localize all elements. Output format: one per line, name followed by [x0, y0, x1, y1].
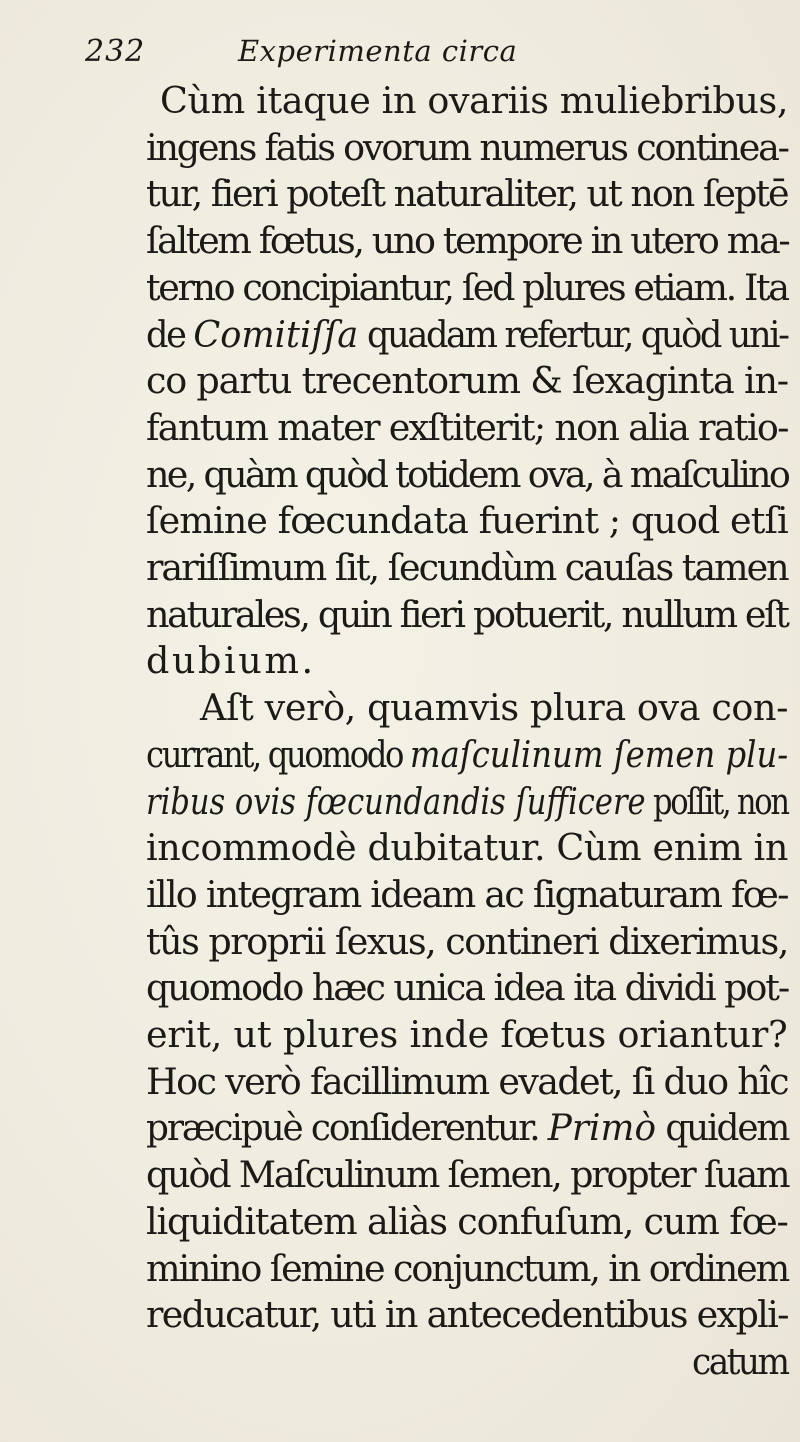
text-segment: tûs proprii ſexus, contineri dixerimus,	[146, 919, 788, 963]
text-segment: quadam refertur, quòd uni-	[358, 312, 788, 356]
text-line	[200, 685, 788, 731]
text-segment: quidem	[656, 1106, 789, 1150]
text-segment: catum	[692, 1339, 788, 1383]
text-line	[692, 1339, 788, 1385]
text-segment: incommodè dubitatur. Cùm enim in	[146, 826, 788, 870]
text-segment: dubium.	[146, 639, 316, 683]
text-segment: quòd Maſculinum ſemen, propter ſuam	[146, 1153, 789, 1197]
text-line	[146, 779, 788, 825]
page-header	[0, 34, 800, 74]
running-head: Experimenta circa	[238, 34, 518, 68]
text-line	[146, 1012, 788, 1058]
text-line	[146, 452, 788, 498]
text-line	[146, 919, 788, 965]
text-line	[146, 265, 788, 311]
text-line	[146, 125, 788, 171]
text-segment: ne, quàm quòd totidem ova, à maſculino	[146, 452, 789, 496]
text-line	[146, 872, 788, 918]
text-segment: Hoc verò facillimum evadet, ſi duo hîc	[146, 1059, 788, 1103]
text-segment: co partu trecentorum & ſexaginta in-	[146, 359, 788, 403]
text-segment: poſſit, non	[645, 779, 788, 823]
text-line	[146, 732, 788, 778]
text-line	[146, 312, 788, 358]
text-segment: erit, ut plures inde fœtus oriantur?	[146, 1013, 788, 1056]
text-segment: minino ſemine conjunctum, in ordinem	[146, 1246, 789, 1290]
text-segment: præcipuè conſiderentur.	[146, 1106, 548, 1150]
text-segment: ingens fatis ovorum numerus continea-	[146, 125, 788, 169]
text-line	[146, 825, 788, 871]
text-line	[146, 592, 788, 638]
text-segment: illo integram ideam ac ſignaturam fœ-	[146, 872, 788, 916]
text-segment: fantum mater exſtiterit; non alia ratio-	[146, 405, 788, 449]
text-segment: currant, quomodo	[146, 732, 410, 776]
text-line	[146, 965, 788, 1011]
text-line	[146, 1059, 788, 1105]
text-line	[146, 638, 316, 684]
text-line	[146, 218, 788, 264]
text-segment: quomodo hæc unica idea ita dividi pot-	[146, 966, 789, 1010]
italic-text: Primò	[547, 1106, 657, 1150]
text-segment: tur, fieri poteſt naturaliter, ut non ſeptē	[146, 172, 788, 216]
text-segment: de	[146, 312, 194, 356]
text-line	[146, 358, 788, 404]
text-line	[146, 1292, 788, 1338]
text-line	[146, 405, 788, 451]
text-line	[146, 1105, 788, 1151]
text-segment: liquiditatem aliàs confuſum, cum fœ-	[146, 1199, 788, 1243]
text-line	[146, 498, 788, 544]
text-segment: terno concipiantur, ſed plures etiam. Ita	[146, 265, 788, 309]
text-segment: rariſſimum ſit, ſecundùm cauſas tamen	[146, 546, 788, 589]
text-segment: naturales, quin fieri potuerit, nullum eſt	[146, 592, 788, 636]
text-line	[146, 171, 788, 217]
text-line	[160, 78, 788, 124]
italic-text: ribus ovis fœcundandis ſufficere	[146, 779, 646, 823]
text-line	[146, 545, 788, 591]
text-line	[146, 1246, 788, 1292]
page-number: 232	[85, 34, 146, 69]
italic-text: Comitiſſa	[193, 312, 359, 356]
text-segment: reducatur, uti in antecedentibus expli-	[146, 1293, 788, 1337]
text-segment: ſemine fœcundata fuerint ; quod etſi	[146, 499, 788, 543]
italic-text: maſculinum ſemen plu-	[409, 732, 789, 776]
text-line	[146, 1199, 788, 1245]
text-segment: Cùm itaque in ovariis muliebribus,	[160, 79, 789, 122]
text-segment: Aſt verò, quamvis plura ova con-	[200, 686, 789, 730]
text-segment: ſaltem fœtus, uno tempore in utero ma-	[146, 219, 789, 263]
text-line	[146, 1152, 788, 1198]
